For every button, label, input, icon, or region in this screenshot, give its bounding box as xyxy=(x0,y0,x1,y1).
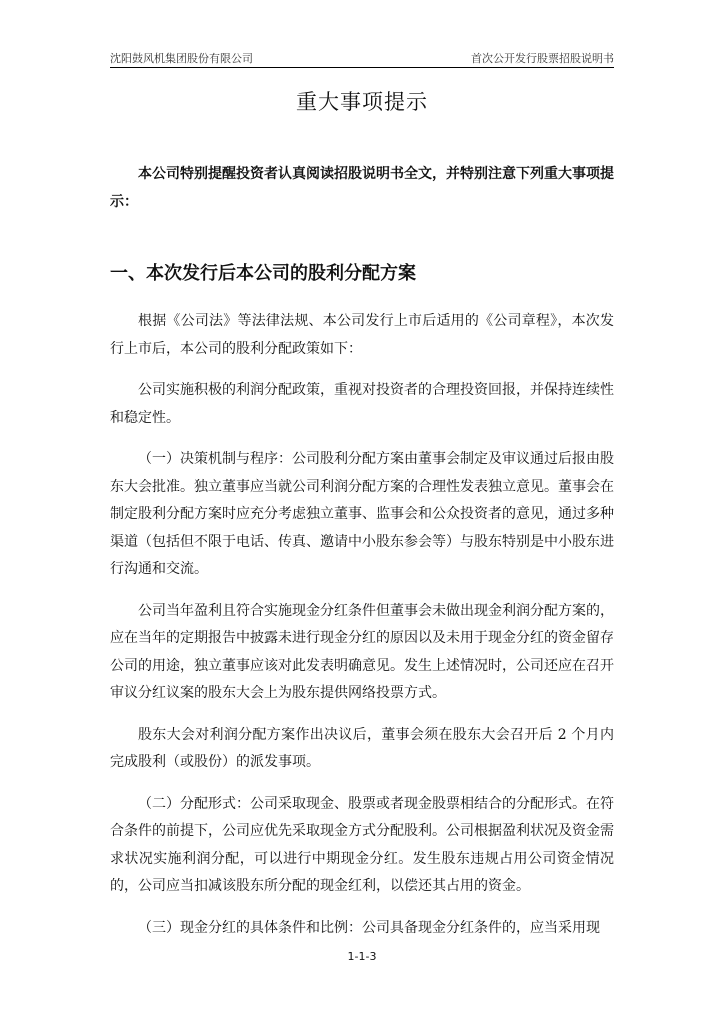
notice-paragraph: 本公司特别提醒投资者认真阅读招股说明书全文，并特别注意下列重大事项提示： xyxy=(110,166,614,210)
page-number: 1-1-3 xyxy=(347,950,377,963)
body-paragraph: 根据《公司法》等法律法规、本公司发行上市后适用的《公司章程》，本次发行上市后，本公司的股利分配政策如下： xyxy=(110,313,614,357)
body-paragraph: 公司当年盈利且符合实施现金分红条件但董事会未做出现金利润分配方案的，应在当年的定期报告中披露未进行现金分红的原因以及未用于现金分红的资金留存公司的用途，独立董事应该对此发表明确意见。发生上述情况时，公司还应在召开审议分红议案的股东大会上为股东提供网络投票方式。 xyxy=(110,602,614,701)
page-header xyxy=(110,50,614,66)
body-paragraph: （三）现金分红的具体条件和比例：公司具备现金分红条件的，应当采用现 xyxy=(138,919,600,936)
body-paragraph: 股东大会对利润分配方案作出决议后，董事会须在股东大会召开后 2 个月内完成股利（或股份）的派发事项。 xyxy=(110,726,614,770)
section-body xyxy=(110,308,614,956)
header-document-type: 首次公开发行股票招股说明书 xyxy=(471,52,614,65)
body-paragraph: 公司实施积极的利润分配政策，重视对投资者的合理投资回报，并保持连续性和稳定性。 xyxy=(110,382,614,426)
header-company-name: 沈阳鼓风机集团股份有限公司 xyxy=(110,52,253,65)
body-paragraph: （二）分配形式：公司采取现金、股票或者现金股票相结合的分配形式。在符合条件的前提下，公司应优先采取现金方式分配股利。公司根据盈利状况及资金需求状况实施利润分配，可以进行中期现金分红。发生股东违规占用公司资金情况的，公司应当扣减该股东所分配的现金红利，以偿还其占用的资金。 xyxy=(110,795,614,894)
header-divider xyxy=(110,67,614,68)
page-title: 重大事项提示 xyxy=(296,90,428,114)
section-heading: 一、本次发行后本公司的股利分配方案 xyxy=(110,263,416,284)
body-paragraph: （一）决策机制与程序：公司股利分配方案由董事会制定及审议通过后报由股东大会批准。独立董事应当就公司利润分配方案的合理性发表独立意见。董事会在制定股利分配方案时应充分考虑独立董事、监事会和公众投资者的意见，通过多种渠道（包括但不限于电话、传真、邀请中小股东参会等）与股东特别是中小股东进行沟通和交流。 xyxy=(110,451,614,577)
